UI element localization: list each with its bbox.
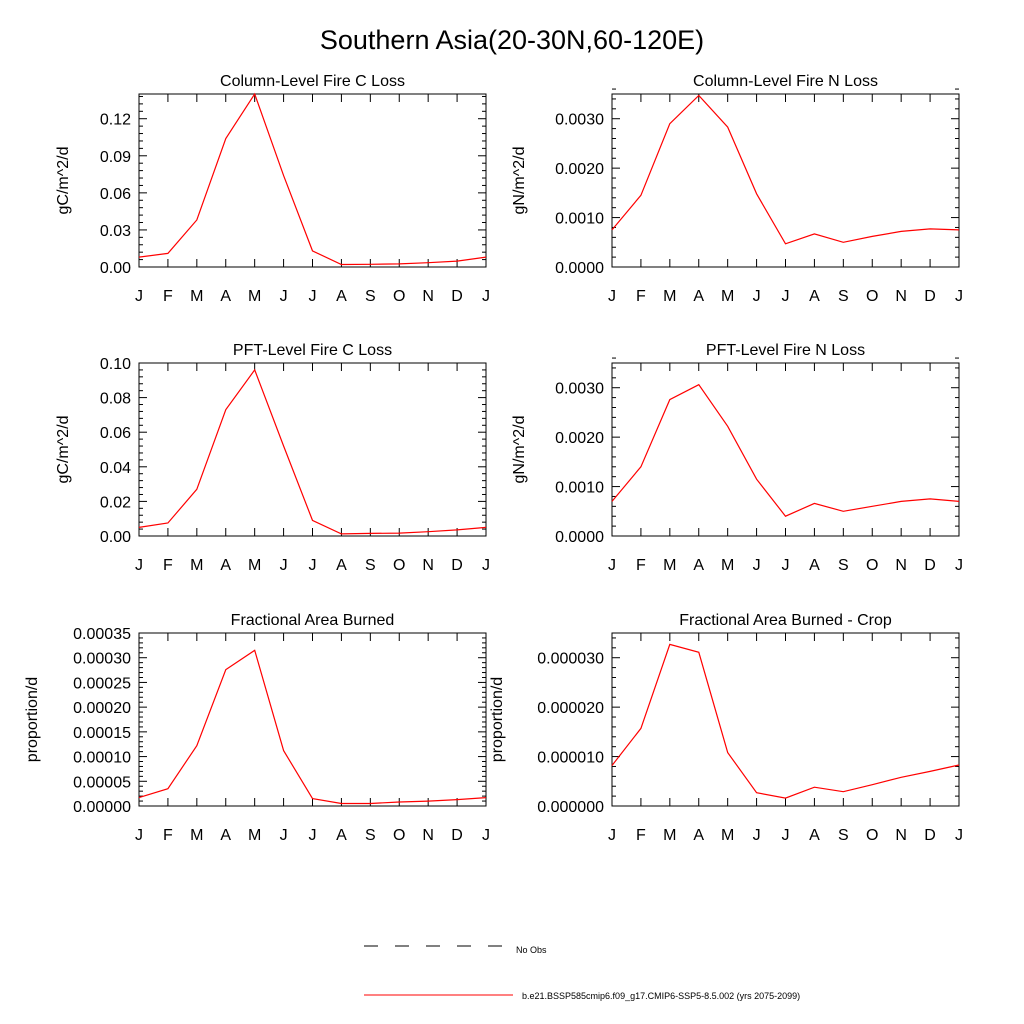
x-tick-label: J [135, 827, 143, 844]
x-tick-label: J [482, 557, 490, 574]
y-tick-label: 0.00 [99, 529, 131, 546]
x-tick-label: J [752, 827, 761, 844]
y-axis-label: gC/m^2/d [55, 146, 72, 215]
panel-title: PFT-Level Fire C Loss [232, 342, 393, 359]
legend-label-model: b.e21.BSSP585cmip6.f09_g17.CMIP6-SSP5-8.5.002 (yrs 2075-2099) [522, 991, 801, 1001]
y-tick-label: 0.06 [99, 185, 131, 203]
x-tick-label: S [837, 557, 849, 574]
y-tick-label: 0.0000 [555, 529, 604, 546]
x-tick-label: A [693, 557, 705, 574]
y-tick-label: 0.06 [99, 425, 131, 443]
x-tick-label: F [636, 827, 646, 844]
series-line [612, 96, 959, 244]
y-tick-label: 0.0010 [555, 210, 604, 228]
y-tick-label: 0.00010 [73, 749, 131, 767]
x-tick-label: A [693, 827, 705, 844]
y-tick-label: 0.00005 [73, 774, 131, 792]
x-tick-label: D [451, 827, 463, 844]
x-tick-label: M [190, 557, 204, 574]
x-tick-label: N [422, 827, 434, 844]
y-tick-label: 0.00025 [73, 675, 131, 693]
x-tick-label: D [451, 288, 463, 305]
series-line [139, 370, 486, 534]
panels [24, 73, 963, 844]
x-tick-label: M [248, 557, 262, 574]
panel-3 [55, 342, 490, 574]
panel-4 [511, 342, 963, 574]
x-tick-label: D [451, 557, 463, 574]
y-tick-label: 0.00 [99, 260, 131, 277]
y-tick-label: 0.00030 [73, 650, 131, 668]
x-tick-label: J [752, 288, 761, 305]
y-axis-label: proportion/d [489, 676, 506, 763]
x-tick-label: M [663, 557, 677, 574]
x-tick-label: D [924, 827, 936, 844]
x-tick-label: A [220, 827, 232, 844]
x-tick-label: J [279, 827, 288, 844]
x-tick-label: A [693, 288, 705, 305]
panel-2 [511, 73, 963, 305]
y-tick-label: 0.000000 [537, 799, 604, 816]
x-tick-label: F [636, 288, 646, 305]
x-tick-label: J [135, 557, 143, 574]
x-tick-label: N [895, 288, 907, 305]
y-tick-label: 0.000010 [537, 749, 604, 767]
panel-1 [55, 73, 490, 305]
x-tick-label: O [866, 827, 879, 844]
x-tick-label: A [809, 827, 820, 844]
y-axis-label: gN/m^2/d [511, 146, 528, 215]
x-tick-label: A [809, 557, 820, 574]
x-tick-label: O [393, 557, 406, 574]
series-line [139, 650, 486, 803]
plot-frame [139, 94, 486, 267]
x-tick-label: J [955, 557, 963, 574]
x-tick-label: S [364, 557, 376, 574]
plot-frame [612, 94, 959, 267]
panel-title: Fractional Area Burned - Crop [679, 612, 892, 629]
y-tick-label: 0.000030 [537, 650, 604, 668]
x-tick-label: J [608, 827, 616, 844]
plot-frame [139, 633, 486, 806]
y-tick-label: 0.000020 [537, 700, 604, 718]
x-tick-label: A [336, 557, 347, 574]
x-tick-label: M [190, 827, 204, 844]
y-tick-label: 0.0030 [555, 380, 604, 398]
y-tick-label: 0.0010 [555, 479, 604, 497]
x-tick-label: O [393, 827, 406, 844]
x-tick-label: M [721, 557, 735, 574]
panel-title: PFT-Level Fire N Loss [705, 342, 866, 359]
x-tick-label: S [364, 288, 376, 305]
x-tick-label: M [190, 288, 204, 305]
y-tick-label: 0.09 [99, 148, 131, 166]
y-tick-label: 0.00020 [73, 700, 131, 718]
x-tick-label: J [752, 557, 761, 574]
x-tick-label: D [924, 557, 936, 574]
legend-label-no-obs: No Obs [516, 945, 547, 955]
x-tick-label: A [809, 288, 820, 305]
y-tick-label: 0.0000 [555, 260, 604, 277]
x-tick-label: J [955, 288, 963, 305]
x-tick-label: M [721, 288, 735, 305]
panel-5 [24, 612, 490, 844]
x-tick-label: N [895, 557, 907, 574]
x-tick-label: J [308, 827, 317, 844]
panel-title: Fractional Area Burned [230, 612, 395, 629]
x-tick-label: F [163, 288, 173, 305]
series-line [139, 94, 486, 265]
x-tick-label: M [663, 288, 677, 305]
x-tick-label: N [422, 288, 434, 305]
series-line [612, 644, 959, 798]
x-tick-label: M [721, 827, 735, 844]
x-tick-label: M [663, 827, 677, 844]
series-line [612, 385, 959, 517]
x-tick-label: J [781, 557, 790, 574]
y-tick-label: 0.00035 [73, 626, 131, 643]
x-tick-label: A [220, 557, 232, 574]
x-tick-label: S [837, 827, 849, 844]
x-tick-label: J [308, 557, 317, 574]
plot-frame [139, 363, 486, 536]
y-tick-label: 0.08 [99, 390, 131, 408]
x-tick-label: J [279, 557, 288, 574]
x-tick-label: M [248, 827, 262, 844]
x-tick-label: F [636, 557, 646, 574]
x-tick-label: F [163, 827, 173, 844]
x-tick-label: A [336, 288, 347, 305]
x-tick-label: O [866, 288, 879, 305]
x-tick-label: S [364, 827, 376, 844]
x-tick-label: A [336, 827, 347, 844]
figure-title: Southern Asia(20-30N,60-120E) [319, 25, 705, 55]
panel-title: Column-Level Fire N Loss [693, 73, 878, 90]
panel-title: Column-Level Fire C Loss [220, 73, 405, 90]
y-tick-label: 0.10 [99, 356, 131, 373]
y-tick-label: 0.0030 [555, 111, 604, 129]
x-tick-label: J [482, 827, 490, 844]
x-tick-label: J [781, 827, 790, 844]
x-tick-label: N [895, 827, 907, 844]
y-tick-label: 0.0020 [555, 430, 604, 448]
x-tick-label: O [866, 557, 879, 574]
legend [364, 945, 800, 1001]
x-tick-label: J [482, 288, 490, 305]
x-tick-label: N [422, 557, 434, 574]
y-tick-label: 0.02 [99, 494, 131, 512]
x-tick-label: A [220, 288, 232, 305]
x-tick-label: J [279, 288, 288, 305]
plot-frame [612, 633, 959, 806]
y-tick-label: 0.03 [99, 222, 131, 240]
x-tick-label: S [837, 288, 849, 305]
x-tick-label: J [955, 827, 963, 844]
x-tick-label: J [781, 288, 790, 305]
x-tick-label: D [924, 288, 936, 305]
plot-frame [612, 363, 959, 536]
y-tick-label: 0.00015 [73, 724, 131, 742]
y-tick-label: 0.00000 [73, 799, 131, 816]
x-tick-label: J [308, 288, 317, 305]
y-tick-label: 0.0020 [555, 161, 604, 179]
y-tick-label: 0.12 [99, 111, 131, 129]
panel-6 [489, 612, 963, 844]
y-tick-label: 0.04 [99, 459, 131, 477]
y-axis-label: gC/m^2/d [55, 415, 72, 484]
x-tick-label: O [393, 288, 406, 305]
y-axis-label: proportion/d [24, 676, 41, 763]
x-tick-label: F [163, 557, 173, 574]
x-tick-label: M [248, 288, 262, 305]
x-tick-label: J [135, 288, 143, 305]
x-tick-label: J [608, 288, 616, 305]
x-tick-label: J [608, 557, 616, 574]
y-axis-label: gN/m^2/d [511, 415, 528, 484]
